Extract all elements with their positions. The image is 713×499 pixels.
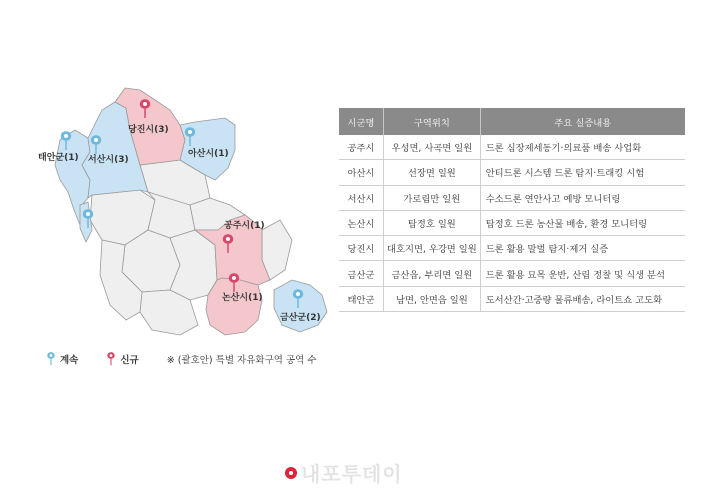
new-pin-icon bbox=[106, 352, 116, 366]
cell-content: 드론 활용 말벌 탐지·제거 실증 bbox=[480, 236, 685, 261]
cell-content: 탑정호 드론 농산물 배송, 환경 모니터링 bbox=[480, 210, 685, 235]
label-dangjin: 당진시(3) bbox=[128, 125, 169, 135]
table-row bbox=[339, 286, 685, 311]
table-row bbox=[339, 261, 685, 286]
map-legend bbox=[46, 352, 317, 366]
label-asan: 아산시(1) bbox=[188, 149, 229, 159]
table-header-row bbox=[339, 108, 685, 135]
cell-city: 서산시 bbox=[339, 185, 384, 210]
legend-new bbox=[106, 352, 138, 366]
table-row bbox=[339, 135, 685, 160]
cell-city: 태안군 bbox=[339, 286, 384, 311]
label-seosan: 서산시(3) bbox=[88, 155, 129, 165]
header-content: 주요 실증내용 bbox=[480, 108, 685, 135]
region-taean-island bbox=[80, 202, 92, 242]
table-row bbox=[339, 236, 685, 261]
logo-text: 내포투데이 bbox=[301, 462, 403, 486]
header-city: 시군명 bbox=[339, 108, 384, 135]
cell-location: 금산읍, 부리면 일원 bbox=[384, 261, 481, 286]
legend-continued bbox=[46, 352, 78, 366]
cell-city: 금산군 bbox=[339, 261, 384, 286]
cell-city: 아산시 bbox=[339, 160, 384, 185]
legend-new-label: 신규 bbox=[120, 355, 139, 366]
demonstration-table bbox=[339, 108, 685, 312]
legend-continued-label: 계속 bbox=[60, 355, 79, 366]
table-row bbox=[339, 210, 685, 235]
cell-content: 드론 심장제세동기·의료품 배송 사업화 bbox=[480, 135, 685, 160]
legend-note: ※ (괄호안) 특별 자유화구역 공역 수 bbox=[166, 355, 317, 366]
cell-location: 우성면, 사곡면 일원 bbox=[384, 135, 481, 160]
table bbox=[339, 108, 685, 312]
cell-city: 당진시 bbox=[339, 236, 384, 261]
label-taean: 태안군(1) bbox=[38, 153, 79, 163]
label-gongju: 공주시(1) bbox=[224, 221, 265, 231]
cell-location: 가로림만 일원 bbox=[384, 185, 481, 210]
cell-city: 공주시 bbox=[339, 135, 384, 160]
cell-location: 남면, 안면읍 일원 bbox=[384, 286, 481, 311]
continued-pin-icon bbox=[46, 352, 56, 366]
chungnam-map bbox=[30, 80, 340, 350]
table-row bbox=[339, 160, 685, 185]
label-nonsan: 논산시(1) bbox=[222, 293, 263, 303]
cell-content: 드론 활용 묘목 운반, 산림 정찰 및 식생 분석 bbox=[480, 261, 685, 286]
header-location: 구역위치 bbox=[384, 108, 481, 135]
cell-content: 도서산간·고중량 물류배송, 라이트쇼 고도화 bbox=[480, 286, 685, 311]
cell-city: 논산시 bbox=[339, 210, 384, 235]
cell-location: 선장면 일원 bbox=[384, 160, 481, 185]
table-row bbox=[339, 185, 685, 210]
cell-content: 안티드론 시스템 드론 탐지·트래킹 시험 bbox=[480, 160, 685, 185]
cell-content: 수소드론 연안사고 예방 모니터링 bbox=[480, 185, 685, 210]
cell-location: 탑정호 일원 bbox=[384, 210, 481, 235]
logo bbox=[285, 458, 403, 487]
cell-location: 대호지면, 우강면 일원 bbox=[384, 236, 481, 261]
label-geumsan: 금산군(2) bbox=[280, 313, 321, 323]
logo-icon bbox=[285, 467, 297, 479]
region-geumsan bbox=[274, 280, 327, 332]
